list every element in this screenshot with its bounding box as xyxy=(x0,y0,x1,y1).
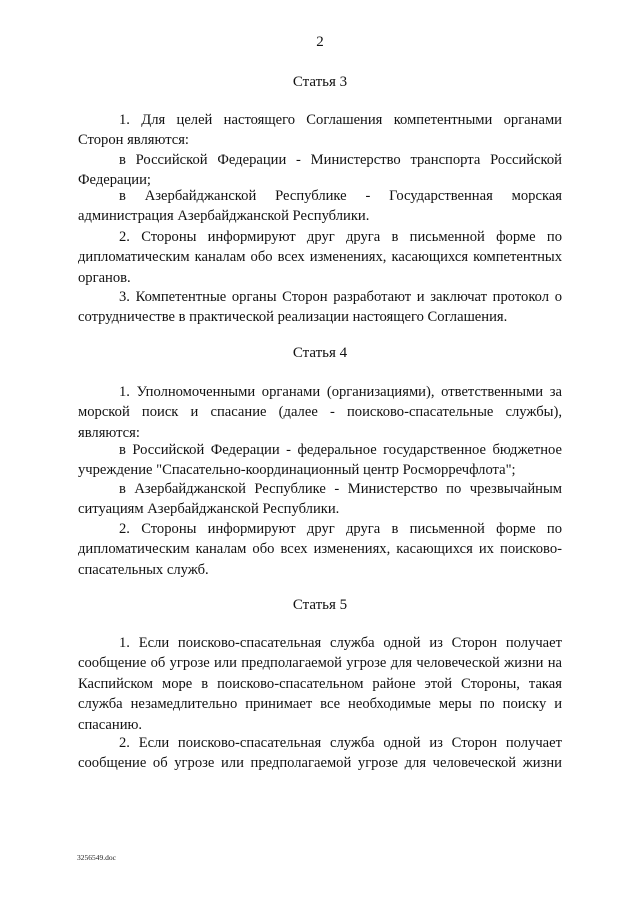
article-5-paragraph-1: 1. Если поисково-спасательная служба одной из Сторон получает сообщение об угрозе или предполагаемой угрозе для человеческой жизни на Каспийском море в поисково-спасательном районе этой Стороны, такая служба незамедлительно принимает все необходимые меры по поиску и спасанию. xyxy=(78,635,562,733)
article-3-paragraph-3: в Азербайджанской Республике - Государственная морская администрация Азербайджанской Республики. xyxy=(78,188,562,225)
article-5-heading: Статья 5 xyxy=(292,597,348,613)
article-3-paragraph-1: 1. Для целей настоящего Соглашения компетентными органами Сторон являются: xyxy=(78,112,562,149)
article-3-paragraph-2: в Российской Федерации - Министерство транспорта Российской Федерации; xyxy=(78,152,562,189)
article-4-paragraph-1: 1. Уполномоченными органами (организациями), ответственными за морской поиск и спасание (далее - поисково-спасательные службы), являются: xyxy=(78,384,562,441)
article-5-paragraph-2: 2. Если поисково-спасательная служба одной из Сторон получает сообщение об угрозе или предполагаемой угрозе для человеческой жизни xyxy=(78,735,562,772)
article-3-heading: Статья 3 xyxy=(292,74,348,90)
article-4-paragraph-2: в Российской Федерации - федеральное государственное бюджетное учреждение "Спасательно-координационный центр Росморречфлота"; xyxy=(78,442,562,479)
article-3-paragraph-4: 2. Стороны информируют друг друга в письменной форме по дипломатическим каналам обо всех изменениях, касающихся компетентных органов. xyxy=(78,229,562,286)
article-4-paragraph-4: 2. Стороны информируют друг друга в письменной форме по дипломатическим каналам обо всех изменениях, касающихся их поисково-спасательных служб. xyxy=(78,521,562,578)
document-filename: 3256549.doc xyxy=(77,853,116,862)
article-4-paragraph-3: в Азербайджанской Республике - Министерство по чрезвычайным ситуациям Азербайджанской Республики. xyxy=(78,481,562,518)
article-3-paragraph-5: 3. Компетентные органы Сторон разработают и заключат протокол о сотрудничестве в практической реализации настоящего Соглашения. xyxy=(78,289,562,326)
article-4-heading: Статья 4 xyxy=(292,345,348,361)
page-number: 2 xyxy=(316,34,324,50)
